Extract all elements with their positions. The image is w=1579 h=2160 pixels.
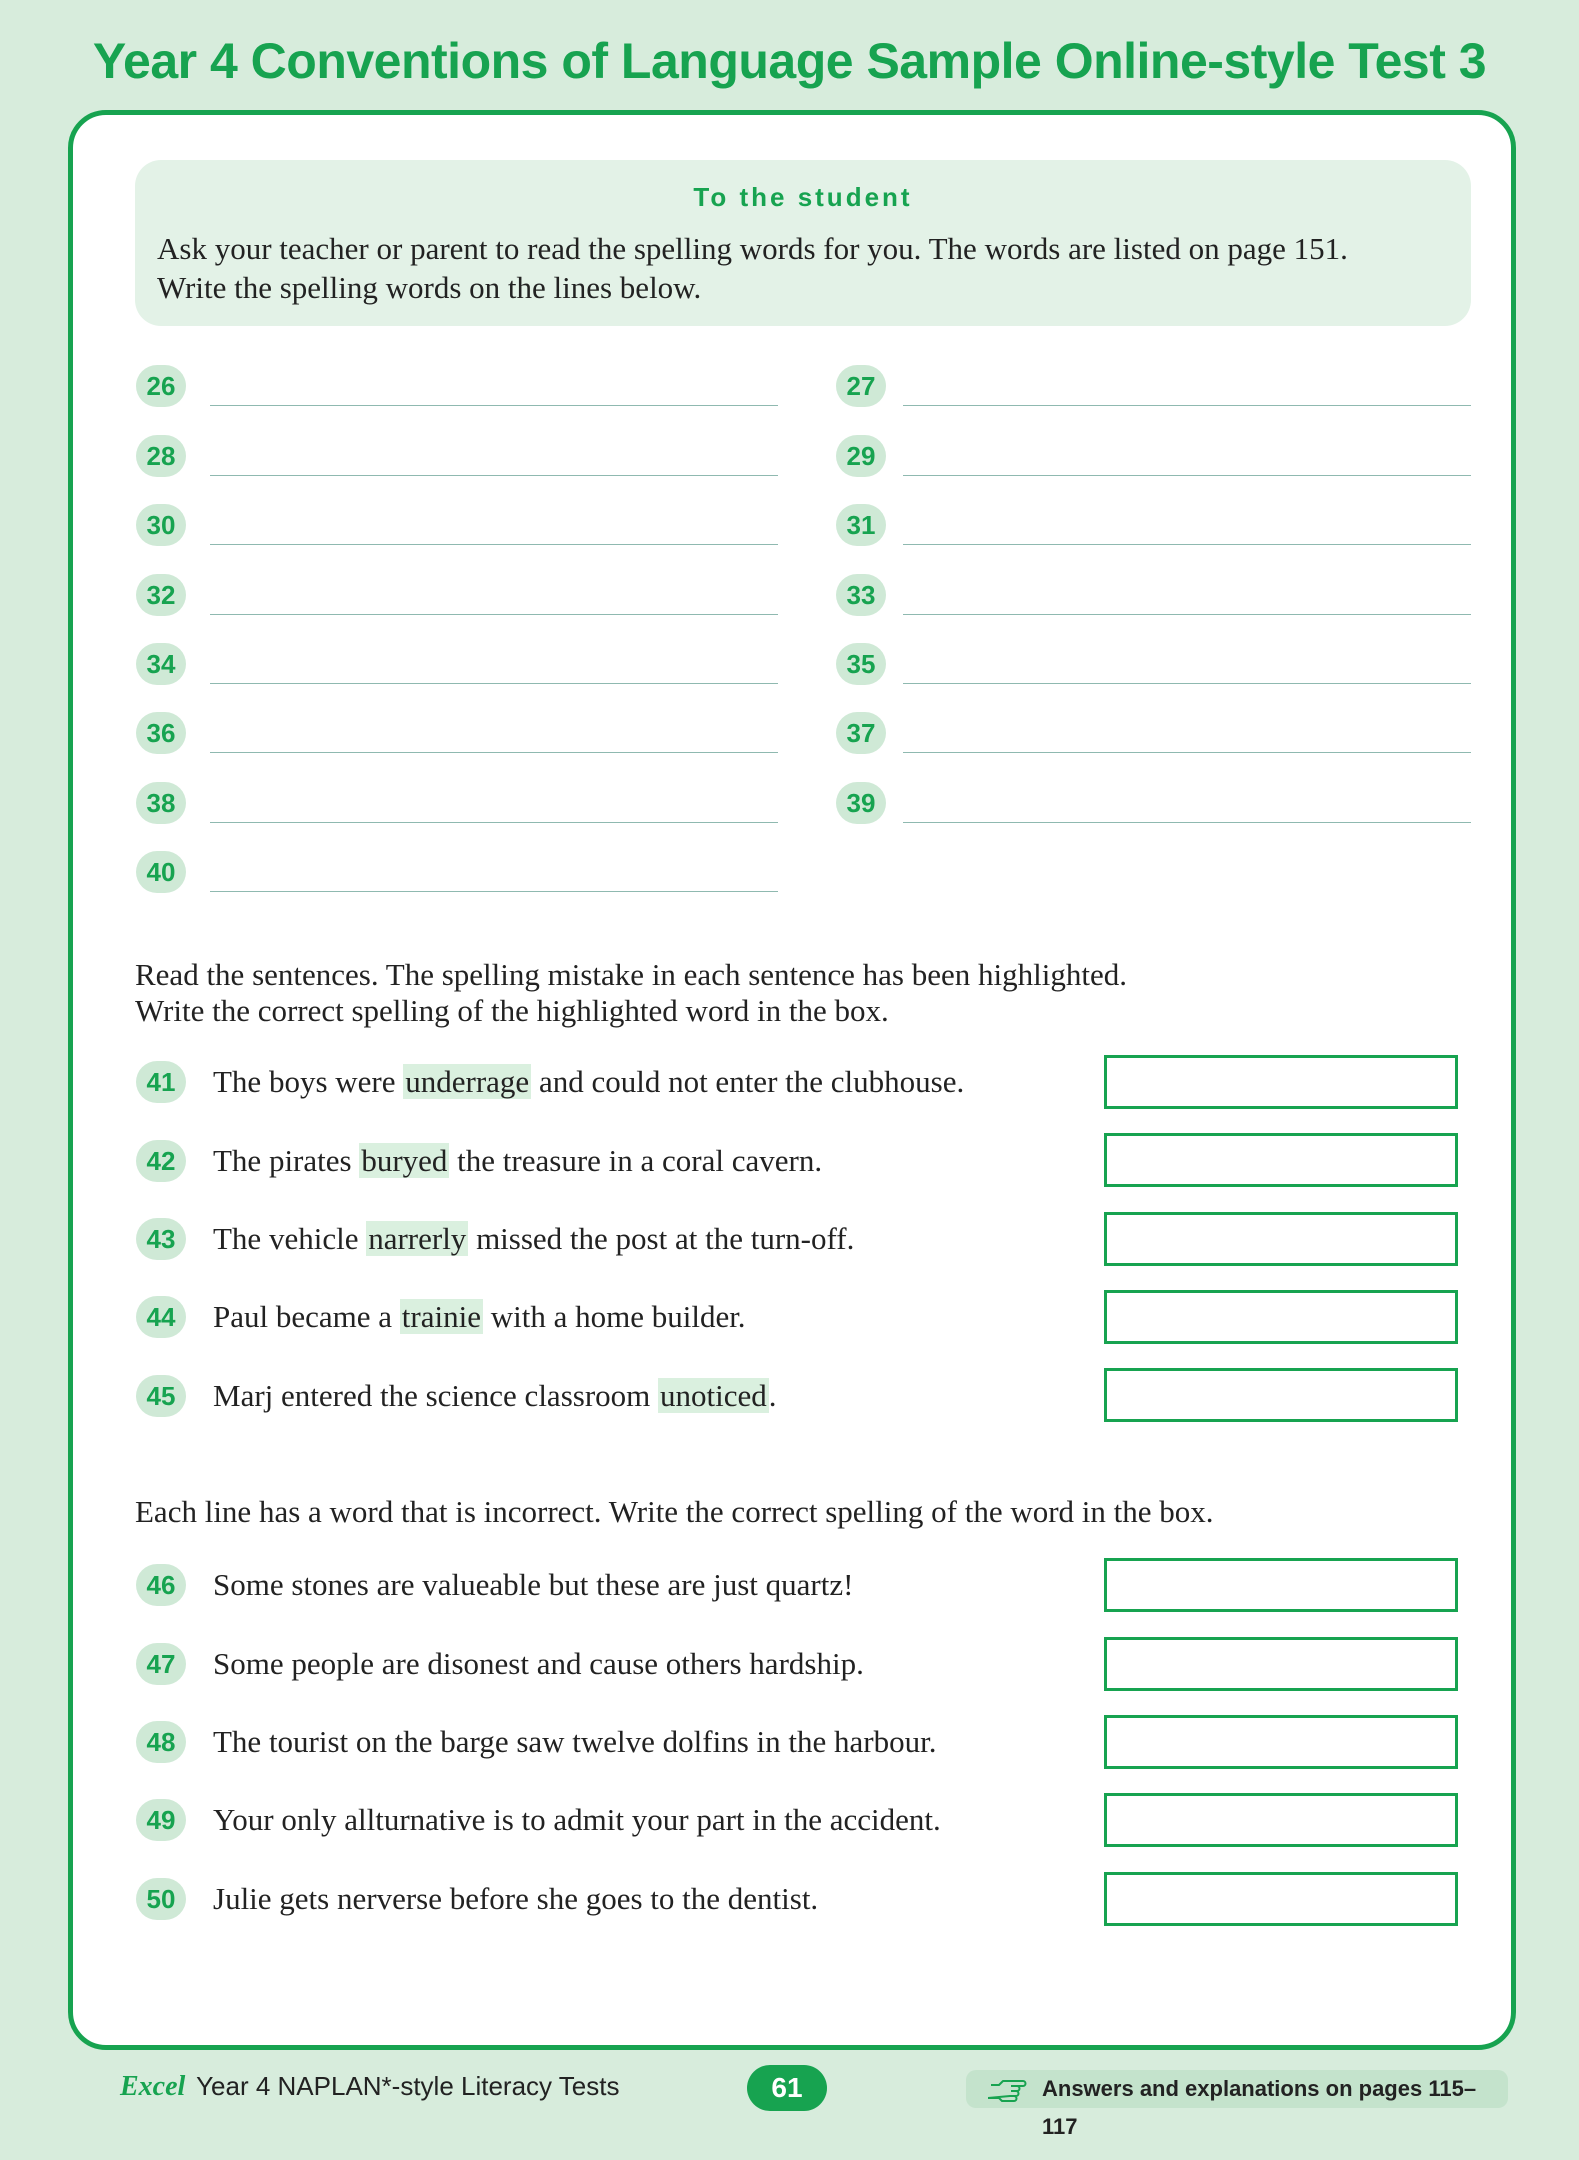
answer-box[interactable] [1104,1368,1458,1422]
question-number: 40 [136,851,186,893]
sentence-text: The vehicle [213,1221,367,1256]
excel-logo: Excel [120,2071,186,2102]
question-number: 36 [136,712,186,754]
question-number: 42 [136,1140,186,1182]
notice-text-line2: Write the spelling words on the lines below. [157,270,702,305]
sentence-text: missed the post at the turn-off. [468,1221,855,1256]
highlighted-misspelling: trainie [401,1299,481,1334]
sentence-text: The boys were [213,1064,404,1099]
sentence-text: and could not enter the clubhouse. [531,1064,965,1099]
answer-line[interactable] [903,614,1471,615]
answer-line[interactable] [210,544,778,545]
answer-box[interactable] [1104,1055,1458,1109]
page-title: Year 4 Conventions of Language Sample Online-style Test 3 [92,33,1487,89]
question-number: 44 [136,1296,186,1338]
question-number: 38 [136,782,186,824]
page-number: 61 [747,2065,827,2111]
answer-box[interactable] [1104,1212,1458,1266]
answer-box[interactable] [1104,1290,1458,1344]
highlighted-misspelling: narrerly [368,1221,467,1256]
highlighted-misspelling: unoticed [660,1378,767,1413]
question-number: 32 [136,574,186,616]
answers-note [966,2070,1508,2139]
question-number: 49 [136,1799,186,1841]
sentence-text: . [768,1378,777,1413]
test-panel [68,110,1516,2050]
footer-book-title [120,2071,620,2103]
answer-line[interactable] [210,614,778,615]
highlighted-misspelling: underrage [405,1064,530,1099]
notice-text-line1: Ask your teacher or parent to read the spelling words for you. The words are listed on page 151. [157,231,1348,266]
sentence-text: with a home builder. [482,1299,746,1334]
question-number: 37 [836,712,886,754]
answer-line[interactable] [210,405,778,406]
question-number: 50 [136,1878,186,1920]
book-title: Year 4 NAPLAN*-style Literacy Tests [196,2071,620,2101]
pointing-hand-icon [988,2074,1028,2104]
answer-line[interactable] [903,475,1471,476]
question-number: 47 [136,1643,186,1685]
question-number: 46 [136,1564,186,1606]
question-sentence: Some stones are valueable but these are just quartz! [213,1567,854,1602]
answer-line[interactable] [210,822,778,823]
sentence-text: Marj entered the science classroom [213,1378,659,1413]
sentence-text: Paul became a [213,1299,400,1334]
question-sentence: Your only allturnative is to admit your part in the accident. [213,1802,941,1837]
question-sentence [213,1141,822,1181]
question-number: 39 [836,782,886,824]
answer-line[interactable] [210,683,778,684]
answers-text: Answers and explanations on pages 115–117 [1042,2076,1477,2139]
question-sentence: The tourist on the barge saw twelve dolfins in the harbour. [213,1724,937,1759]
answer-box[interactable] [1104,1558,1458,1612]
answer-box[interactable] [1104,1637,1458,1691]
question-number: 27 [836,365,886,407]
question-sentence: Some people are disonest and cause others hardship. [213,1646,864,1681]
answer-line[interactable] [903,822,1471,823]
answer-box[interactable] [1104,1133,1458,1187]
answer-box[interactable] [1104,1872,1458,1926]
question-number: 45 [136,1375,186,1417]
question-number: 35 [836,643,886,685]
question-number: 48 [136,1721,186,1763]
sentence-text: The pirates [213,1143,360,1178]
answer-box[interactable] [1104,1793,1458,1847]
answer-line[interactable] [903,752,1471,753]
student-notice [135,160,1471,326]
question-sentence [213,1219,854,1259]
question-sentence [213,1062,964,1102]
section2-instruction-line2: Write the correct spelling of the highlighted word in the box. [135,993,889,1028]
question-sentence [213,1376,777,1416]
sentence-text: the treasure in a coral cavern. [449,1143,823,1178]
question-number: 34 [136,643,186,685]
question-number: 43 [136,1218,186,1260]
question-number: 30 [136,504,186,546]
question-number: 33 [836,574,886,616]
answer-line[interactable] [210,891,778,892]
answer-line[interactable] [903,405,1471,406]
answer-line[interactable] [903,683,1471,684]
question-number: 41 [136,1061,186,1103]
question-number: 28 [136,435,186,477]
question-number: 31 [836,504,886,546]
answer-box[interactable] [1104,1715,1458,1769]
question-number: 29 [836,435,886,477]
answer-line[interactable] [903,544,1471,545]
question-sentence [213,1297,746,1337]
section3-instruction: Each line has a word that is incorrect. Write the correct spelling of the word in the box. [135,1494,1214,1529]
answer-line[interactable] [210,752,778,753]
question-sentence: Julie gets nerverse before she goes to the dentist. [213,1881,819,1916]
highlighted-misspelling: buryed [361,1143,448,1178]
answer-line[interactable] [210,475,778,476]
section2-instruction-line1: Read the sentences. The spelling mistake in each sentence has been highlighted. [135,957,1127,992]
notice-heading: To the student [693,182,913,212]
question-number: 26 [136,365,186,407]
